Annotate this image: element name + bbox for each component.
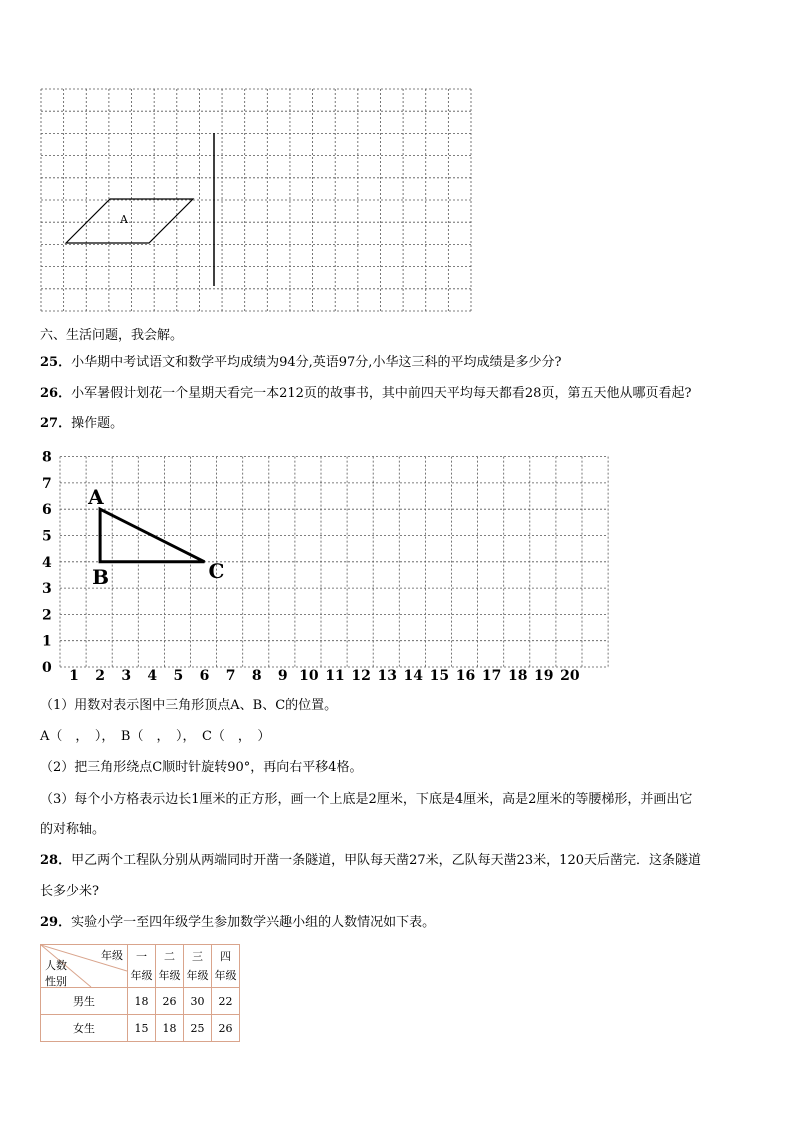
question-text: 小华期中考试语文和数学平均成绩为94分,英语97分,小华这三科的平均成绩是多少分?: [71, 355, 562, 370]
question-28: [40, 852, 701, 870]
q27-part3-line2: 的对称轴。: [40, 822, 106, 837]
question-27: [40, 415, 123, 433]
question-text: 小军暑假计划花一个星期天看完一本212页的故事书，其中前四天平均每天都看28页，第五天他从哪页看起?: [71, 386, 692, 401]
q27-part2: （2）把三角形绕点C顺时针旋转90°，再向右平移4格。: [40, 760, 363, 775]
q27-part1-answer: A（ ， ）， B（ ， ）， C（ ， ）: [40, 729, 271, 744]
grade-header: 四 年级: [212, 945, 240, 988]
question-text: 操作题。: [71, 416, 124, 431]
x-tick-label: 17: [481, 668, 502, 684]
x-tick-label: 5: [173, 668, 184, 684]
question-text: 实验小学一至四年级学生参加数学兴趣小组的人数情况如下表。: [71, 915, 436, 930]
y-tick-label: 6: [42, 502, 52, 519]
x-tick-label: 20: [560, 668, 580, 684]
corner-top-right: 年级: [101, 949, 123, 962]
x-tick-label: 8: [251, 668, 262, 684]
x-tick-label: 6: [199, 668, 210, 684]
question-text: 甲乙两个工程队分别从两端同时开凿一条隧道，甲队每天凿27米，乙队每天凿23米，120天后凿完．这条隧道: [71, 853, 701, 868]
q27-part3-line1: （3）每个小方格表示边长1厘米的正方形，画一个上底是2厘米，下底是4厘米，高是2厘米的等腰梯形，并画出它: [40, 792, 693, 807]
vertex-label-b: B: [92, 564, 110, 589]
question-28-line2: 长多少米?: [40, 884, 99, 899]
y-tick-label: 2: [42, 607, 52, 624]
x-tick-label: 11: [325, 668, 345, 684]
table-cell: 26: [156, 988, 184, 1015]
x-tick-label: 18: [507, 668, 528, 684]
figure1-grid: [40, 88, 472, 312]
x-tick-label: 9: [277, 668, 288, 684]
y-tick-label: 1: [42, 633, 52, 650]
vertex-label-c: C: [208, 558, 225, 583]
y-tick-label: 5: [42, 528, 52, 545]
table-cell: 15: [128, 1015, 156, 1042]
y-tick-label: 8: [42, 449, 52, 466]
corner-left: 人数: [45, 959, 67, 972]
y-tick-label: 4: [42, 554, 52, 571]
question-number: 26．: [40, 386, 72, 401]
question-25: [40, 354, 561, 372]
table-cell: 30: [184, 988, 212, 1015]
grade-header: 二 年级: [156, 945, 184, 988]
interest-group-table: [40, 944, 240, 1042]
y-tick-label: 7: [42, 475, 52, 492]
question-number: 25．: [40, 355, 72, 370]
q27-part1: （1）用数对表示图中三角形顶点A、B、C的位置。: [40, 698, 338, 713]
x-tick-label: 15: [429, 668, 450, 684]
coordinate-grid: [30, 446, 620, 686]
x-tick-label: 14: [403, 668, 424, 684]
x-tick-label: 16: [455, 668, 476, 684]
x-tick-label: 7: [225, 668, 236, 684]
x-tick-label: 4: [147, 668, 158, 684]
table-row: [41, 1015, 240, 1042]
x-tick-label: 10: [299, 668, 319, 684]
row-label: 女生: [41, 1015, 128, 1042]
question-29: [40, 914, 435, 932]
table-cell: 26: [212, 1015, 240, 1042]
vertex-label-a: A: [88, 485, 104, 510]
table-row: [41, 988, 240, 1015]
parallelogram-shape: [66, 199, 193, 243]
section-heading: 六、生活问题，我会解。: [40, 328, 184, 343]
x-tick-label: 19: [534, 668, 554, 684]
x-tick-label: 3: [121, 668, 132, 684]
x-tick-label: 2: [95, 668, 105, 684]
x-tick-label: 13: [377, 668, 397, 684]
question-number: 28．: [40, 853, 72, 868]
grade-header: 三 年级: [184, 945, 212, 988]
table-cell: 25: [184, 1015, 212, 1042]
question-number: 27．: [40, 416, 72, 431]
question-number: 29．: [40, 915, 72, 930]
y-tick-label: 0: [42, 660, 52, 676]
corner-bottom: 性别: [45, 975, 67, 988]
y-tick-label: 3: [42, 581, 52, 598]
question-26: [40, 385, 691, 403]
table-cell: 18: [128, 988, 156, 1015]
x-tick-label: 1: [69, 668, 79, 684]
x-tick-label: 12: [351, 668, 371, 684]
row-label: 男生: [41, 988, 128, 1015]
shape-label-a: A: [120, 213, 128, 226]
table-corner-header: [41, 945, 128, 988]
table-cell: 18: [156, 1015, 184, 1042]
table-cell: 22: [212, 988, 240, 1015]
grade-header: 一 年级: [128, 945, 156, 988]
